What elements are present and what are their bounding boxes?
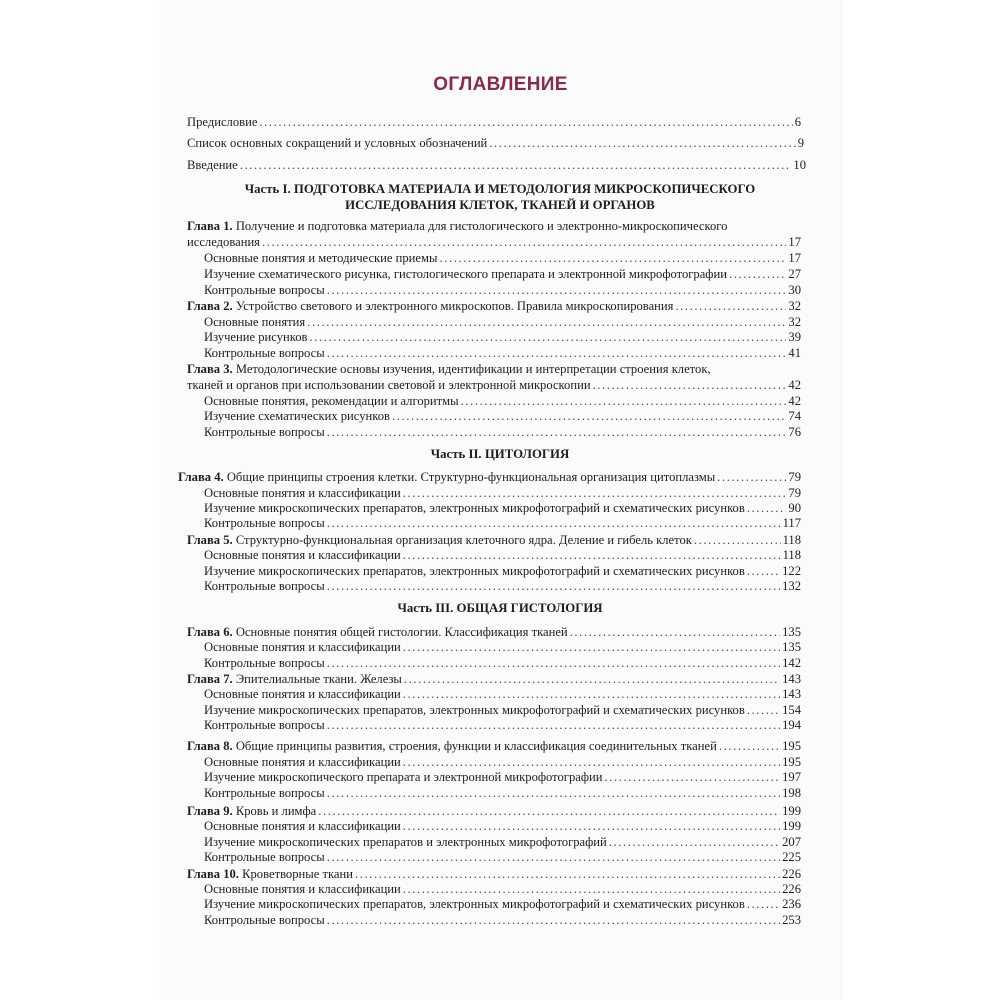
dot-leader	[327, 655, 780, 671]
section-entry[interactable]: Контрольные вопросы ..... 41	[204, 345, 801, 361]
chapter-title[interactable]: Глава 10. Кроветворные ткани ..... 226	[187, 866, 801, 882]
document-page	[160, 0, 841, 1000]
chapter-title[interactable]: Глава 1. Получение и подготовка материала для гистологического и электронно-микроскопического	[187, 219, 728, 233]
chapter-title[interactable]: Глава 5. Структурно-функциональная организация клеточного ядра. Деление и гибель клеток ..... 118	[187, 532, 801, 548]
dot-leader	[240, 157, 792, 173]
section-entry[interactable]: Изучение рисунков ..... 39	[204, 329, 801, 345]
dot-leader	[747, 500, 787, 516]
chapter-title[interactable]: Глава 3. Методологические основы изучения, идентификации и интерпретации строения клеток,	[187, 362, 711, 376]
dot-leader	[439, 250, 786, 266]
dot-leader	[593, 377, 787, 393]
dot-leader	[747, 702, 780, 718]
dot-leader	[327, 345, 787, 361]
chapter-title-continuation[interactable]: исследования ..... 17	[187, 234, 801, 250]
dot-leader	[747, 563, 780, 579]
section-entry[interactable]: Контрольные вопросы ..... 76	[204, 424, 801, 440]
section-entry[interactable]: Основные понятия и классификации ..... 79	[204, 485, 801, 501]
chapter-title[interactable]: Глава 6. Основные понятия общей гистологии. Классификация тканей ..... 135	[187, 624, 801, 640]
dot-leader	[461, 393, 787, 409]
section-entry[interactable]: Контрольные вопросы ..... 30	[204, 282, 801, 298]
dot-leader	[327, 424, 787, 440]
dot-leader	[309, 329, 786, 345]
chapter-title[interactable]: Глава 7. Эпителиальные ткани. Железы ..... 143	[187, 671, 801, 687]
part-heading: Часть II. ЦИТОЛОГИЯ	[430, 447, 570, 461]
dot-leader	[719, 738, 780, 754]
section-entry[interactable]: Контрольные вопросы ..... 225	[204, 849, 801, 865]
section-entry[interactable]: Изучение схематического рисунка, гистологического препарата и электронной микрофотографии ..... 27	[204, 266, 801, 282]
dot-leader	[404, 671, 780, 687]
dot-leader	[327, 282, 787, 298]
dot-leader	[747, 896, 780, 912]
part-heading: Часть I. ПОДГОТОВКА МАТЕРИАЛА И МЕТОДОЛОГИЯ МИКРОСКОПИЧЕСКОГО ИССЛЕДОВАНИЯ КЛЕТОК, ТКАНЕЙ И ОРГАНОВ	[244, 182, 756, 212]
dot-leader	[403, 754, 780, 770]
section-entry[interactable]: Изучение схематических рисунков ..... 74	[204, 408, 801, 424]
dot-leader	[609, 834, 780, 850]
section-entry[interactable]: Изучение микроскопических препаратов, электронных микрофотографий и схематических рисунков ..... 90	[204, 500, 801, 516]
dot-leader	[327, 912, 780, 928]
dot-leader	[318, 803, 780, 819]
section-entry[interactable]: Основные понятия и классификации ..... 199	[204, 818, 801, 834]
section-entry[interactable]: Основные понятия и классификации ..... 118	[204, 547, 801, 563]
chapter-title[interactable]: Глава 9. Кровь и лимфа ..... 199	[187, 803, 801, 819]
section-entry[interactable]: Контрольные вопросы ..... 132	[204, 578, 801, 594]
page-title: ОГЛАВЛЕНИЕ	[433, 74, 568, 95]
dot-leader	[327, 515, 781, 531]
dot-leader	[403, 881, 780, 897]
dot-leader	[259, 114, 792, 130]
dot-leader	[489, 135, 795, 151]
section-entry[interactable]: Основные понятия и классификации ..... 226	[204, 881, 801, 897]
dot-leader	[307, 314, 786, 330]
section-entry[interactable]: Основные понятия и методические приемы ..... 17	[204, 250, 801, 266]
dot-leader	[570, 624, 780, 640]
dot-leader	[327, 849, 780, 865]
section-entry[interactable]: Контрольные вопросы ..... 198	[204, 785, 801, 801]
section-entry[interactable]: Контрольные вопросы ..... 194	[204, 717, 801, 733]
dot-leader	[403, 485, 787, 501]
chapter-title[interactable]: Глава 2. Устройство светового и электронного микроскопов. Правила микроскопирования ..... 32	[187, 298, 801, 314]
dot-leader	[729, 266, 786, 282]
dot-leader	[604, 769, 780, 785]
toc-entry-preface[interactable]: Предисловие ..... 6	[187, 114, 801, 130]
chapter-title[interactable]: Глава 4. Общие принципы строения клетки. Структурно-функциональная организация цитоплазмы ..... 79	[178, 469, 801, 485]
dot-leader	[403, 818, 780, 834]
section-entry[interactable]: Контрольные вопросы ..... 253	[204, 912, 801, 928]
section-entry[interactable]: Основные понятия, рекомендации и алгоритмы ..... 42	[204, 393, 801, 409]
section-entry[interactable]: Контрольные вопросы ..... 142	[204, 655, 801, 671]
part-heading: Часть III. ОБЩАЯ ГИСТОЛОГИЯ	[397, 601, 603, 615]
section-entry[interactable]: Основные понятия и классификации ..... 143	[204, 686, 801, 702]
dot-leader	[327, 717, 780, 733]
dot-leader	[392, 408, 786, 424]
section-entry[interactable]: Изучение микроскопических препаратов, электронных микрофотографий и схематических рисунков ..... 236	[204, 896, 801, 912]
dot-leader	[403, 547, 781, 563]
toc-entry-abbreviations[interactable]: Список основных сокращений и условных обозначений ..... 9	[187, 135, 804, 151]
dot-leader	[403, 639, 780, 655]
dot-leader	[403, 686, 780, 702]
toc-entry-introduction[interactable]: Введение ..... 10	[187, 157, 806, 173]
section-entry[interactable]: Изучение микроскопических препаратов и электронных микрофотографий ..... 207	[204, 834, 801, 850]
dot-leader	[694, 532, 781, 548]
dot-leader	[262, 234, 786, 250]
section-entry[interactable]: Контрольные вопросы ..... 117	[204, 515, 801, 531]
chapter-title-continuation[interactable]: тканей и органов при использовании световой и электронной микроскопии ..... 42	[187, 377, 801, 393]
section-entry[interactable]: Изучение микроскопических препаратов, электронных микрофотографий и схематических рисунков ..... 154	[204, 702, 801, 718]
dot-leader	[327, 578, 780, 594]
section-entry[interactable]: Основные понятия ..... 32	[204, 314, 801, 330]
section-entry[interactable]: Изучение микроскопических препаратов, электронных микрофотографий и схематических рисунков ..... 122	[204, 563, 801, 579]
dot-leader	[327, 785, 780, 801]
dot-leader	[355, 866, 780, 882]
table-of-contents	[160, 0, 841, 1000]
dot-leader	[675, 298, 786, 314]
chapter-title[interactable]: Глава 8. Общие принципы развития, строения, функции и классификация соединительных тканей ..... 195	[187, 738, 801, 754]
section-entry[interactable]: Основные понятия и классификации ..... 195	[204, 754, 801, 770]
section-entry[interactable]: Изучение микроскопического препарата и электронной микрофотографии ..... 197	[204, 769, 801, 785]
dot-leader	[717, 469, 786, 485]
section-entry[interactable]: Основные понятия и классификации ..... 135	[204, 639, 801, 655]
